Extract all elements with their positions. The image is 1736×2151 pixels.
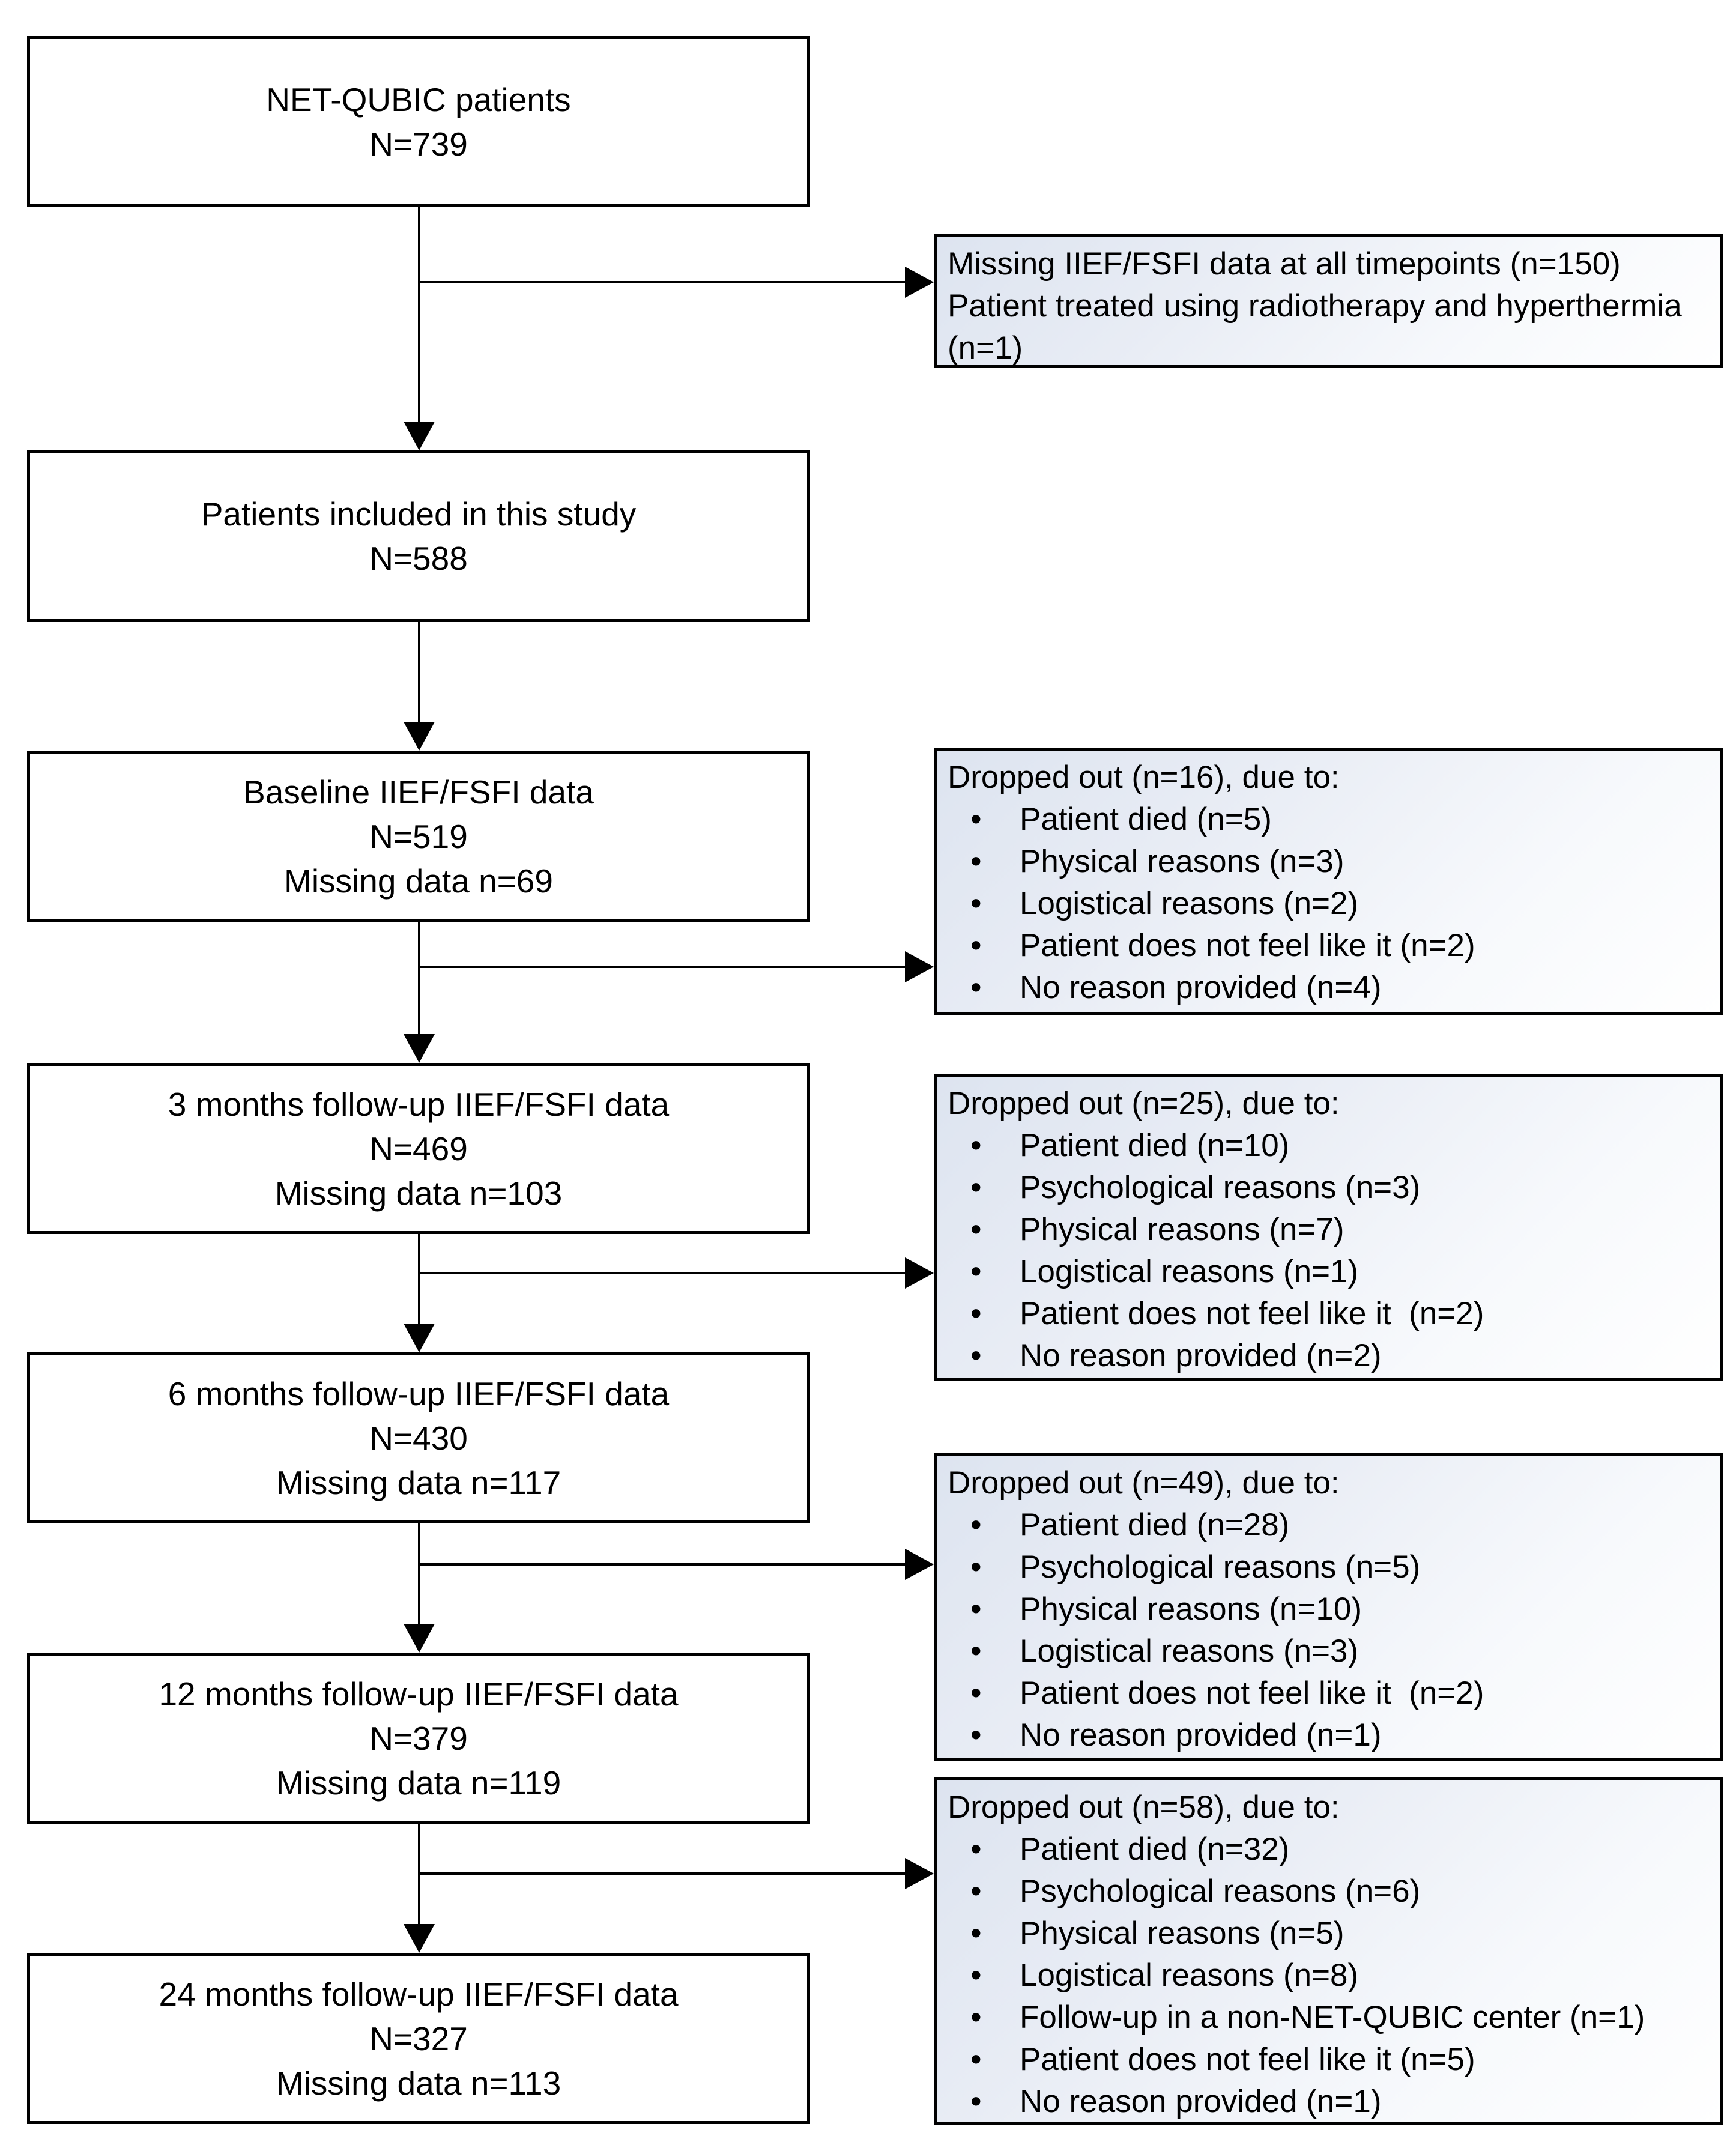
dropout-reason-item: • No reason provided (n=1) (948, 1714, 1710, 1756)
dropout-reason-item: • Physical reasons (n=3) (948, 841, 1710, 883)
stage-title: NET-QUBIC patients (266, 80, 571, 118)
exclusion-box-initial (934, 234, 1723, 368)
dropout-box-n16 (934, 748, 1723, 1015)
connector-line-horizontal (419, 1563, 905, 1566)
stage-title: 24 months follow-up IIEF/FSFI data (159, 1975, 679, 2013)
stage-title: Baseline IIEF/FSFI data (243, 773, 594, 811)
stage-count: N=519 (369, 817, 468, 855)
connector-line-horizontal (419, 1272, 905, 1274)
dropout-reason-item: • Psychological reasons (n=6) (948, 1871, 1710, 1913)
stage-title: 3 months follow-up IIEF/FSFI data (168, 1085, 670, 1123)
connector-line-vertical (418, 1234, 420, 1326)
dropout-reason-item: • Patient does not feel like it (n=2) (948, 925, 1710, 967)
stage-count: N=430 (369, 1419, 468, 1457)
connector-line-vertical (418, 1523, 420, 1626)
connector-line-vertical (418, 622, 420, 724)
exclusion-line: Missing IIEF/FSFI data at all timepoints (n=150) (948, 246, 1621, 282)
connector-line-horizontal (419, 1872, 905, 1875)
right-arrow-icon (905, 267, 934, 298)
connector-line-vertical (418, 922, 420, 1036)
dropout-reason-item: • Patient does not feel like it (n=2) (948, 1293, 1710, 1335)
dropout-title: Dropped out (n=25), due to: (948, 1086, 1340, 1121)
dropout-reason-list (948, 1504, 1710, 1756)
stage-missing: Missing data n=69 (284, 862, 553, 900)
dropout-reason-item: • Physical reasons (n=5) (948, 1913, 1710, 1955)
dropout-reason-item: • Logistical reasons (n=3) (948, 1630, 1710, 1672)
stage-box-24-months (27, 1953, 810, 2124)
dropout-reason-item: • Logistical reasons (n=2) (948, 883, 1710, 925)
stage-box-3-months (27, 1063, 810, 1234)
stage-missing: Missing data n=103 (274, 1174, 563, 1212)
stage-missing: Missing data n=119 (276, 1764, 561, 1802)
dropout-reason-item: • Follow-up in a non-NET-QUBIC center (n=1) (948, 1997, 1710, 2039)
down-arrow-icon (404, 1034, 435, 1063)
stage-box-6-months (27, 1352, 810, 1523)
dropout-title: Dropped out (n=16), due to: (948, 760, 1340, 795)
stage-count: N=588 (369, 539, 468, 577)
dropout-reason-item: • Patient died (n=28) (948, 1504, 1710, 1546)
dropout-box-n58 (934, 1777, 1723, 2125)
right-arrow-icon (905, 1257, 934, 1289)
down-arrow-icon (404, 722, 435, 751)
dropout-reason-list (948, 1125, 1710, 1377)
dropout-reason-list (948, 799, 1710, 1009)
stage-box-included (27, 450, 810, 622)
dropout-title: Dropped out (n=49), due to: (948, 1465, 1340, 1501)
dropout-reason-item: • Logistical reasons (n=8) (948, 1955, 1710, 1997)
dropout-box-n49 (934, 1453, 1723, 1761)
dropout-reason-item: • Patient does not feel like it (n=2) (948, 1672, 1710, 1714)
stage-missing: Missing data n=117 (276, 1463, 561, 1501)
dropout-reason-item: • No reason provided (n=4) (948, 967, 1710, 1009)
dropout-reason-item: • Patient died (n=32) (948, 1829, 1710, 1871)
dropout-reason-item: • Physical reasons (n=7) (948, 1209, 1710, 1251)
stage-box-baseline (27, 751, 810, 922)
down-arrow-icon (404, 1324, 435, 1352)
dropout-reason-item: • Patient died (n=10) (948, 1125, 1710, 1167)
dropout-box-n25 (934, 1074, 1723, 1381)
right-arrow-icon (905, 951, 934, 982)
stage-count: N=327 (369, 2019, 468, 2057)
dropout-reason-item: • Physical reasons (n=10) (948, 1588, 1710, 1630)
stage-count: N=379 (369, 1719, 468, 1757)
dropout-reason-item: • Patient does not feel like it (n=5) (948, 2039, 1710, 2081)
connector-line-horizontal (419, 281, 905, 283)
dropout-reason-item: • Logistical reasons (n=1) (948, 1251, 1710, 1293)
stage-count: N=469 (369, 1130, 468, 1167)
stage-missing: Missing data n=113 (276, 2064, 561, 2102)
exclusion-line: Patient treated using radiotherapy and hyperthermia (n=1) (948, 288, 1682, 366)
stage-count: N=739 (369, 125, 468, 163)
down-arrow-icon (404, 1624, 435, 1653)
connector-line-vertical (418, 1824, 420, 1926)
dropout-reason-item: • No reason provided (n=1) (948, 2081, 1710, 2123)
stage-title: Patients included in this study (201, 495, 637, 533)
down-arrow-icon (404, 422, 435, 450)
dropout-reason-item: • Patient died (n=5) (948, 799, 1710, 841)
stage-box-12-months (27, 1653, 810, 1824)
dropout-reason-list (948, 1829, 1710, 2123)
down-arrow-icon (404, 1924, 435, 1953)
stage-title: 12 months follow-up IIEF/FSFI data (159, 1675, 679, 1713)
stage-box-net-qubic (27, 36, 810, 207)
stage-title: 6 months follow-up IIEF/FSFI data (168, 1375, 670, 1412)
right-arrow-icon (905, 1858, 934, 1889)
right-arrow-icon (905, 1549, 934, 1580)
connector-line-horizontal (419, 966, 905, 968)
dropout-reason-item: • Psychological reasons (n=5) (948, 1546, 1710, 1588)
dropout-reason-item: • Psychological reasons (n=3) (948, 1167, 1710, 1209)
connector-line-vertical (418, 207, 420, 424)
dropout-title: Dropped out (n=58), due to: (948, 1789, 1340, 1825)
dropout-reason-item: • No reason provided (n=2) (948, 1335, 1710, 1377)
